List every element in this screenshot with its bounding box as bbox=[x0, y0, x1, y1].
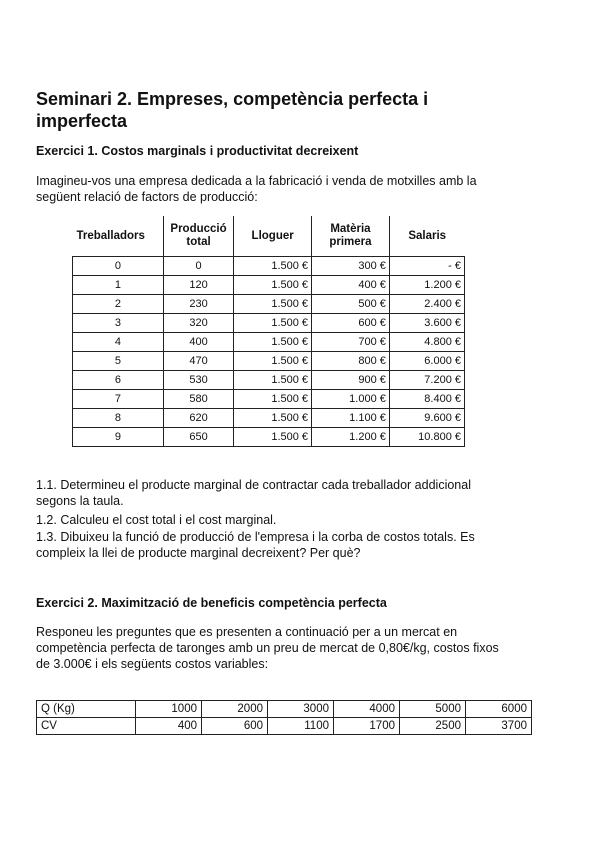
cell: - € bbox=[389, 257, 464, 276]
table-row bbox=[73, 295, 465, 314]
cell: 2.400 € bbox=[389, 295, 464, 314]
table-row bbox=[73, 371, 465, 390]
cell: 1.000 € bbox=[312, 390, 390, 409]
question-1-2: 1.2. Calculeu el cost total i el cost marginal. bbox=[36, 513, 277, 527]
cell: 1.500 € bbox=[234, 371, 312, 390]
table-row bbox=[37, 718, 532, 735]
cell: 0 bbox=[163, 257, 233, 276]
page-title: Seminari 2. Empreses, competència perfecta i imperfecta bbox=[36, 89, 429, 131]
cell: 9.600 € bbox=[389, 409, 464, 428]
cell: 3 bbox=[73, 314, 164, 333]
cell: 1.100 € bbox=[312, 409, 390, 428]
cell: 6000 bbox=[466, 701, 532, 718]
cell: 470 bbox=[163, 352, 233, 371]
cell: 4.800 € bbox=[389, 333, 464, 352]
table-row bbox=[73, 352, 465, 371]
production-factors-table bbox=[72, 216, 465, 447]
variable-costs-table bbox=[36, 700, 532, 735]
cell: 5 bbox=[73, 352, 164, 371]
cell: 230 bbox=[163, 295, 233, 314]
cell: 9 bbox=[73, 428, 164, 447]
cell: 2500 bbox=[400, 718, 466, 735]
cell: 320 bbox=[163, 314, 233, 333]
cell: 400 bbox=[136, 718, 202, 735]
cell: 8 bbox=[73, 409, 164, 428]
cell: 3000 bbox=[268, 701, 334, 718]
header-lloguer: Lloguer bbox=[234, 216, 312, 257]
table-row bbox=[73, 276, 465, 295]
table-row bbox=[73, 333, 465, 352]
exercise-2-heading: Exercici 2. Maximització de beneficis competència perfecta bbox=[36, 596, 387, 610]
cell: 1.500 € bbox=[234, 295, 312, 314]
cell: 300 € bbox=[312, 257, 390, 276]
table-row bbox=[73, 390, 465, 409]
cell: CV bbox=[37, 718, 136, 735]
table-row bbox=[37, 701, 532, 718]
cell: 600 bbox=[202, 718, 268, 735]
cell: 650 bbox=[163, 428, 233, 447]
header-treballadors: Treballadors bbox=[73, 216, 164, 257]
cell: Q (Kg) bbox=[37, 701, 136, 718]
cell: 1.500 € bbox=[234, 314, 312, 333]
cell: 120 bbox=[163, 276, 233, 295]
cell: 0 bbox=[73, 257, 164, 276]
table-header-row bbox=[73, 216, 465, 257]
cell: 4000 bbox=[334, 701, 400, 718]
cell: 5000 bbox=[400, 701, 466, 718]
cell: 1.200 € bbox=[312, 428, 390, 447]
cell: 3700 bbox=[466, 718, 532, 735]
cell: 10.800 € bbox=[389, 428, 464, 447]
cell: 400 bbox=[163, 333, 233, 352]
cell: 1100 bbox=[268, 718, 334, 735]
cell: 3.600 € bbox=[389, 314, 464, 333]
cell: 1.500 € bbox=[234, 257, 312, 276]
cell: 6 bbox=[73, 371, 164, 390]
cell: 8.400 € bbox=[389, 390, 464, 409]
cell: 530 bbox=[163, 371, 233, 390]
cell: 1.500 € bbox=[234, 409, 312, 428]
cell: 7.200 € bbox=[389, 371, 464, 390]
exercise-2-intro: Responeu les preguntes que es presenten a continuació per a un mercat en competència perfecta de taronges amb un preu de mercat de 0,80€/kg, costos fixos de 3.000€ i els següents costos variables: bbox=[36, 625, 499, 671]
cell: 400 € bbox=[312, 276, 390, 295]
cell: 1.500 € bbox=[234, 428, 312, 447]
exercise-1-intro: Imagineu-vos una empresa dedicada a la fabricació i venda de motxilles amb la següent relació de factors de producció: bbox=[36, 174, 477, 204]
cell: 1.500 € bbox=[234, 390, 312, 409]
exercise-1-heading: Exercici 1. Costos marginals i productivitat decreixent bbox=[36, 144, 359, 158]
cell: 1.500 € bbox=[234, 333, 312, 352]
header-salaris: Salaris bbox=[389, 216, 464, 257]
cell: 7 bbox=[73, 390, 164, 409]
header-materia-primera: Matèria primera bbox=[312, 216, 390, 257]
question-1-3: 1.3. Dibuixeu la funció de producció de l'empresa i la corba de costos totals. Es compleix la llei de producte marginal decreixent? Per què? bbox=[36, 530, 475, 560]
table-row bbox=[73, 257, 465, 276]
cell: 600 € bbox=[312, 314, 390, 333]
cell: 1 bbox=[73, 276, 164, 295]
cell: 4 bbox=[73, 333, 164, 352]
cell: 580 bbox=[163, 390, 233, 409]
cell: 620 bbox=[163, 409, 233, 428]
cell: 500 € bbox=[312, 295, 390, 314]
cell: 1700 bbox=[334, 718, 400, 735]
cell: 800 € bbox=[312, 352, 390, 371]
cell: 2 bbox=[73, 295, 164, 314]
cell: 1.500 € bbox=[234, 352, 312, 371]
table-row bbox=[73, 314, 465, 333]
question-1-1: 1.1. Determineu el producte marginal de contractar cada treballador addicional segons la taula. bbox=[36, 478, 471, 508]
cell: 2000 bbox=[202, 701, 268, 718]
cell: 1.200 € bbox=[389, 276, 464, 295]
cell: 700 € bbox=[312, 333, 390, 352]
header-produccio-total: Producció total bbox=[163, 216, 233, 257]
table-row bbox=[73, 428, 465, 447]
cell: 6.000 € bbox=[389, 352, 464, 371]
cell: 900 € bbox=[312, 371, 390, 390]
table-row bbox=[73, 409, 465, 428]
cell: 1.500 € bbox=[234, 276, 312, 295]
cell: 1000 bbox=[136, 701, 202, 718]
